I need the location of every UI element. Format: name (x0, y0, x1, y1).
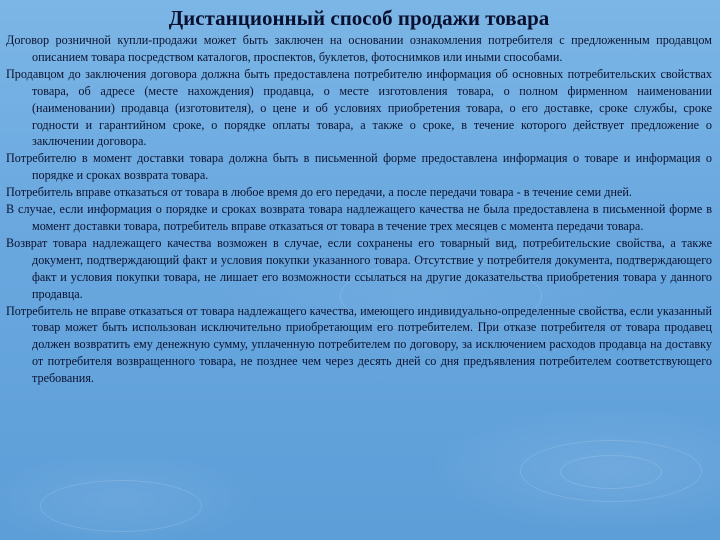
paragraph-delivery-information: Потребителю в момент доставки товара должна быть в письменной форме предоставлена информация о товаре и информация о порядке и сроках возврата товара. (6, 151, 712, 183)
slide-title: Дистанционный способ продажи товара (168, 6, 550, 30)
paragraph-individual-goods: Потребитель не вправе отказаться от товара надлежащего качества, имеющего индивидуально-определенные свойства, если указанный товар может быть использован исключительно приобретающим его потребителем. При отказе потребителя от товара продавец должен возвратить ему денежную сумму, уплаченную потребителем по договору, за исключением расходов продавца на доставку от потребителя возвращенного товара, не позднее чем через десять дней со дня предъявления потребителем соответствующего требования. (6, 303, 712, 386)
paragraph-three-months: В случае, если информация о порядке и сроках возврата товара надлежащего качества не была предоставлена в письменной форме в момент доставки товара, потребитель вправе отказаться от товара в течение трех месяцев с момента передачи товара. (6, 202, 712, 233)
paragraph-seller-information: Продавцом до заключения договора должна быть предоставлена потребителю информация об основных потребительских свойствах товара, об адресе (месте нахождения) продавца, о месте изготовления товара, о полном фирменном наименовании (наименовании) продавца (изготовителя), о цене и об условиях приобретения товара, о его доставке, сроке службы, сроке годности и гарантийном сроке, о порядке оплаты товара, а также о сроке, в течение которого действует предложение о заключении договора. (6, 66, 712, 149)
paragraph-return-conditions: Возврат товара надлежащего качества возможен в случае, если сохранены его товарный вид, потребительские свойства, а также документ, подтверждающий факт и условия покупки указанного товара. Отсутствие у потребителя документа, подтверждающего факт и условия покупки товара, не лишает его возможности ссылаться на другие доказательства приобретения товара у данного продавца. (6, 235, 712, 301)
paragraph-refusal-right: Потребитель вправе отказаться от товара в любое время до его передачи, а после передачи товара - в течение семи дней. (6, 185, 632, 200)
paragraph-remote-contract: Договор розничной купли-продажи может быть заключен на основании ознакомления потребителя с предложенным продавцом описанием товара посредством каталогов, проспектов, буклетов, фотоснимков или иными способами. (6, 33, 712, 64)
